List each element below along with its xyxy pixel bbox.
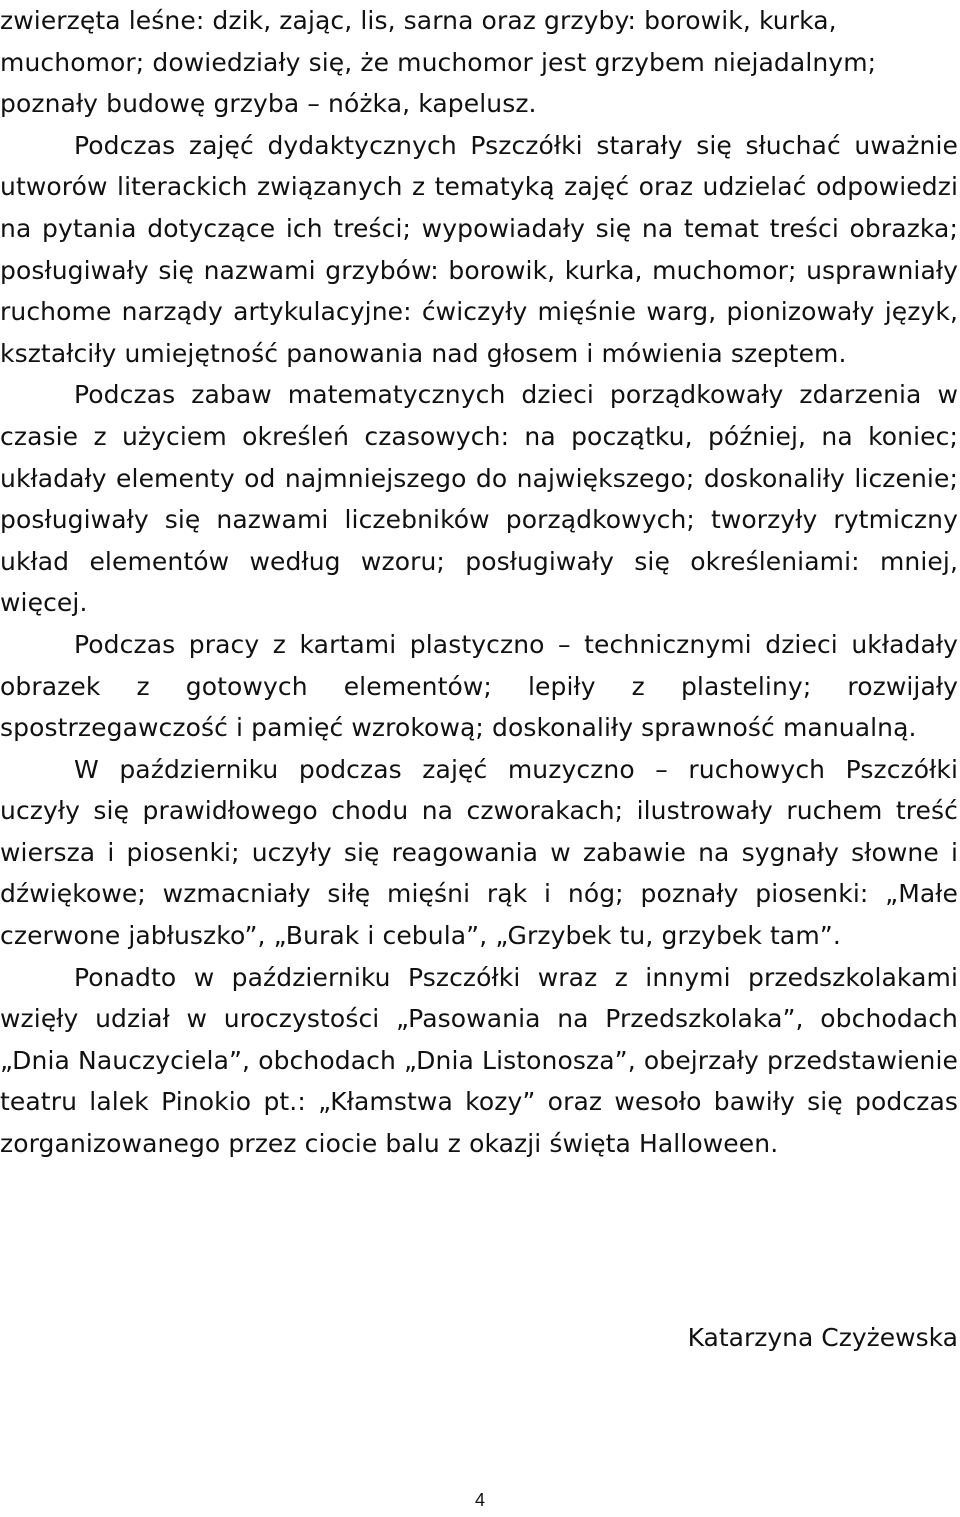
paragraph-art-work: Podczas pracy z kartami plastyczno – technicznymi dzieci układały obrazek z gotowych elementów; lepiły z plasteliny; rozwijały spostrzegawczość i pamięć wzrokową; doskonaliły sprawność manualną. bbox=[0, 629, 958, 743]
page-number: 4 bbox=[474, 1490, 485, 1510]
paragraph-didactic-classes: Podczas zajęć dydaktycznych Pszczółki starały się słuchać uważnie utworów literackich związanych z tematyką zajęć oraz udzielać odpowiedzi na pytania dotyczące ich treści; wypowiadały się na temat treści obrazka; posługiwały się nazwami grzybów: borowik, kurka, muchomor; usprawniały ruchome narządy artykulacyjne: ćwiczyły mięśnie warg, pionizowały język, kształciły umiejętność panowania nad głosem i mówienia szeptem. bbox=[0, 130, 958, 368]
author-signature: Katarzyna Czyżewska bbox=[687, 1323, 958, 1352]
paragraph-math-games: Podczas zabaw matematycznych dzieci porządkowały zdarzenia w czasie z użyciem określeń czasowych: na początku, później, na koniec; układały elementy od najmniejszego do największego; doskonaliły liczenie; posługiwały się nazwami liczebników porządkowych; tworzyły rytmiczny układ elementów według wzoru; posługiwały się określeniami: mniej, więcej. bbox=[0, 380, 958, 618]
paragraph-animals-mushrooms: zwierzęta leśne: dzik, zając, lis, sarna oraz grzyby: borowik, kurka, muchomor; dowiedziały się, że muchomor jest grzybem niejadalnym; poznały budowę grzyba – nóżka, kapelusz. bbox=[0, 6, 877, 119]
paragraph-music-movement: W październiku podczas zajęć muzyczno – ruchowych Pszczółki uczyły się prawidłowego chodu na czworakach; ilustrowały ruchem treść wiersza i piosenki; uczyły się reagowania w zabawie na sygnały słowne i dźwiękowe; wzmacniały siłę mięśni rąk i nóg; poznały piosenki: „Małe czerwone jabłuszko”, „Burak i cebula”, „Grzybek tu, grzybek tam”. bbox=[0, 754, 958, 951]
paragraph-events: Ponadto w październiku Pszczółki wraz z innymi przedszkolakami wzięły udział w uroczystości „Pasowania na Przedszkolaka”, obchodach „Dnia Nauczyciela”, obchodach „Dnia Listonosza”, obejrzały przedstawienie teatru lalek Pinokio pt.: „Kłamstwa kozy” oraz wesoło bawiły się podczas zorganizowanego przez ciocie balu z okazji święta Halloween. bbox=[0, 962, 958, 1159]
